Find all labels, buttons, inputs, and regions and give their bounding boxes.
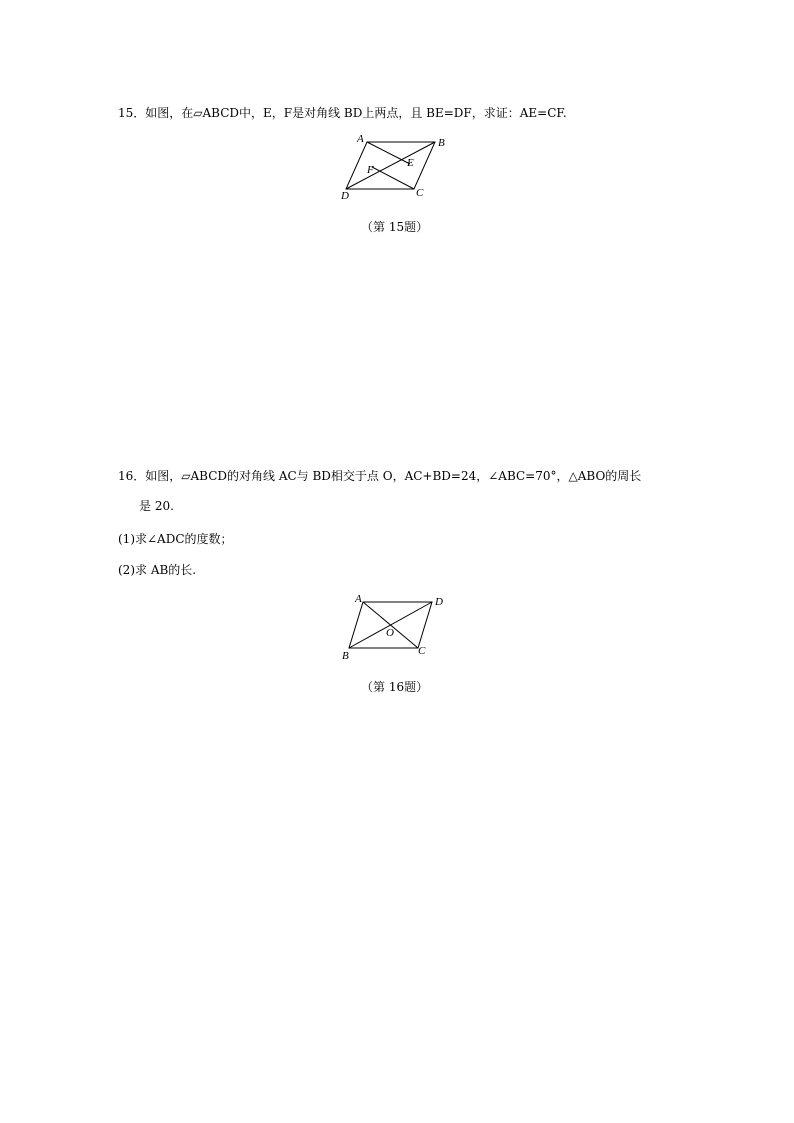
question-15-text: 15．如图，在▱ABCD中，E，F是对角线 BD上两点，且 BE=DF，求证：AE=CF.	[118, 106, 567, 120]
segment-cf-15	[372, 167, 414, 189]
label-c-15: C	[416, 187, 424, 199]
diagonal-bd-16	[349, 602, 432, 648]
label-b-16: B	[342, 650, 349, 662]
label-o-16: O	[386, 627, 394, 639]
figure-16-parallelogram	[337, 590, 452, 662]
question-16-part-2: (2)求 AB的长.	[118, 563, 197, 577]
label-a-15: A	[357, 133, 364, 145]
label-b-15: B	[438, 137, 445, 149]
label-c-16: C	[418, 645, 426, 657]
question-16-text-line1: 16．如图，▱ABCD的对角线 AC与 BD相交于点 O，AC+BD=24，∠ABC=70°，△ABO的周长	[118, 469, 642, 483]
label-d-16: D	[435, 596, 443, 608]
diagonal-bd-15	[346, 142, 435, 189]
label-d-15: D	[341, 190, 349, 202]
figure-16-caption: （第 16题）	[361, 680, 429, 694]
figure-15-caption: （第 15题）	[361, 220, 429, 234]
label-a-16: A	[355, 593, 362, 605]
label-e-15: E	[407, 157, 414, 169]
label-f-15: F	[367, 164, 374, 176]
segment-ae-15	[367, 142, 410, 164]
question-16-text-line2: 是 20.	[139, 499, 174, 513]
figure-15-parallelogram	[335, 132, 455, 204]
question-16-part-1: (1)求∠ADC的度数；	[118, 532, 233, 546]
